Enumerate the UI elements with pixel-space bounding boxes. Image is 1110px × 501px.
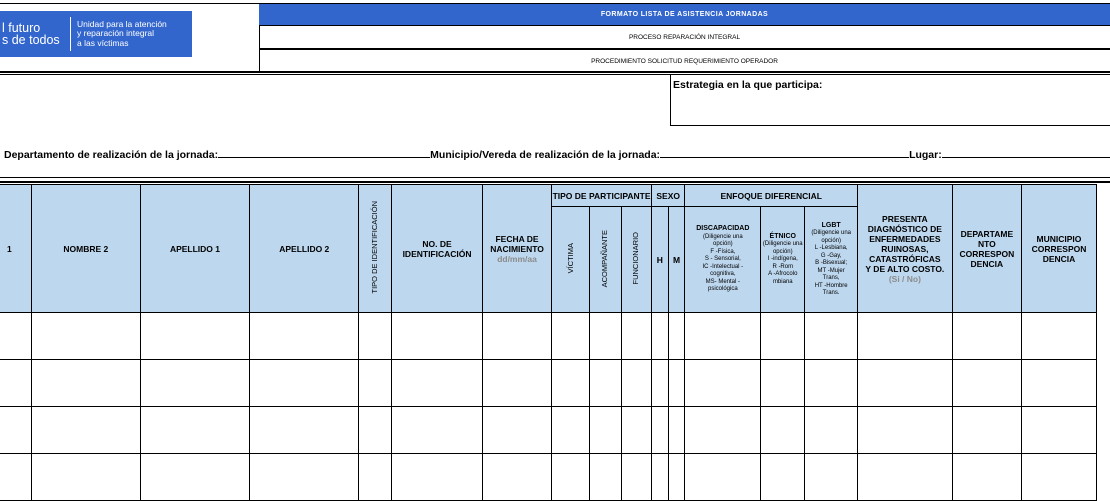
- table-cell[interactable]: [250, 313, 359, 360]
- lgbt-line: L -Lesbiana,: [814, 245, 848, 251]
- table-cell[interactable]: [359, 454, 392, 501]
- table-cell[interactable]: [140, 360, 249, 407]
- lgbt-line: Trans,: [822, 275, 840, 281]
- table-cell[interactable]: [805, 454, 858, 501]
- col-header-funcionario: [621, 207, 651, 313]
- table-cell[interactable]: [552, 360, 590, 407]
- discapacidad-line: IC -Intelectual -: [702, 263, 744, 270]
- attendance-table: [0, 184, 1097, 501]
- table-cell[interactable]: [482, 360, 551, 407]
- table-cell[interactable]: [140, 407, 249, 454]
- table-cell[interactable]: [668, 360, 685, 407]
- depto-line: DENCIA: [970, 258, 1004, 269]
- fecha-text: FECHA DE NACIMIENTO: [490, 233, 544, 254]
- table-cell[interactable]: [590, 454, 621, 501]
- table-cell[interactable]: [482, 313, 551, 360]
- etnico-line: I -indígena,: [767, 256, 798, 263]
- institution-logo: [0, 11, 192, 57]
- presenta-line: RUINOSAS,: [881, 243, 929, 254]
- table-cell[interactable]: [31, 454, 140, 501]
- col-header-municipio: [1021, 185, 1096, 313]
- table-cell[interactable]: [552, 313, 590, 360]
- logo-separator: [70, 17, 71, 51]
- table-cell[interactable]: [359, 360, 392, 407]
- table-cell[interactable]: [0, 313, 31, 360]
- table-cell[interactable]: [668, 313, 685, 360]
- col-header-no-id: NO. DE IDENTIFICACIÓN: [392, 185, 483, 313]
- table-cell[interactable]: [482, 454, 551, 501]
- col-header-discapacidad: [685, 207, 761, 313]
- etnico-line: opción): [772, 248, 793, 255]
- table-cell[interactable]: [31, 360, 140, 407]
- place-field[interactable]: [942, 147, 1110, 158]
- department-field[interactable]: [218, 147, 430, 158]
- table-cell[interactable]: [621, 407, 651, 454]
- etnico-line: R -Rom: [772, 263, 794, 270]
- discapacidad-line: opción): [712, 241, 733, 248]
- table-cell[interactable]: [1021, 313, 1096, 360]
- col-header-sexo: SEXO: [651, 185, 684, 207]
- table-cell[interactable]: [805, 407, 858, 454]
- discapacidad-line: MS- Mental -: [705, 278, 740, 285]
- table-cell[interactable]: [0, 407, 31, 454]
- lgbt-line: (Diligencie una: [811, 230, 852, 236]
- table-cell[interactable]: [952, 313, 1021, 360]
- muni-line: DENCIA: [1042, 253, 1076, 264]
- strategy-bottom-border: [670, 125, 1110, 126]
- table-cell[interactable]: [31, 407, 140, 454]
- logo-slogan-line1: l futuro: [2, 21, 41, 35]
- discapacidad-line: (Diligencie una: [702, 233, 743, 240]
- table-cell[interactable]: [250, 407, 359, 454]
- form-title: FORMATO LISTA DE ASISTENCIA JORNADAS: [259, 4, 1110, 25]
- table-cell[interactable]: [140, 454, 249, 501]
- col-header-apellido1: APELLIDO 1: [140, 185, 249, 313]
- table-cell[interactable]: [858, 313, 953, 360]
- table-cell[interactable]: [952, 454, 1021, 501]
- discapacidad-line: S - Sensorial,: [704, 256, 741, 263]
- table-cell[interactable]: [392, 313, 483, 360]
- table-cell[interactable]: [952, 360, 1021, 407]
- table-cell[interactable]: [761, 407, 805, 454]
- col-header-apellido2: APELLIDO 2: [250, 185, 359, 313]
- table-cell[interactable]: [590, 407, 621, 454]
- table-cell[interactable]: [552, 454, 590, 501]
- col-header-sexo-h: H: [651, 207, 668, 313]
- col-header-1: 1: [0, 185, 31, 313]
- table-cell[interactable]: [858, 360, 953, 407]
- table-cell[interactable]: [621, 313, 651, 360]
- lgbt-line: opción): [821, 237, 842, 244]
- table-cell[interactable]: [761, 313, 805, 360]
- etnico-line: (Diligencie una: [762, 241, 803, 248]
- department-label-text: Departamento de realización de la jornada:: [4, 149, 219, 161]
- col-header-presenta: [858, 185, 953, 313]
- table-cell[interactable]: [0, 360, 31, 407]
- table-cell[interactable]: [761, 454, 805, 501]
- acompanante-text: ACOMPAÑANTE: [600, 229, 610, 288]
- table-cell[interactable]: [1021, 454, 1096, 501]
- col-header-enfoque: ENFOQUE DIFERENCIAL: [685, 185, 858, 207]
- attendance-rows: [0, 313, 1097, 501]
- strategy-top-border: [0, 74, 1110, 75]
- table-cell[interactable]: [805, 313, 858, 360]
- table-cell[interactable]: [651, 313, 668, 360]
- table-cell[interactable]: [651, 360, 668, 407]
- header-bottom-border: [0, 71, 1110, 73]
- place-label: Lugar:: [909, 149, 942, 161]
- discapacidad-line: psicológica: [707, 286, 738, 293]
- table-cell[interactable]: [651, 407, 668, 454]
- municipality-label: Municipio/Vereda de realización de la jornada:: [430, 149, 661, 161]
- table-cell[interactable]: [952, 407, 1021, 454]
- discapacidad-line: F -Física,: [710, 248, 736, 255]
- procedure-name: PROCEDIMIENTO SOLICITUD REQUERIMIENTO OPERADOR: [591, 57, 778, 65]
- presenta-line: DIAGNÓSTICO DE: [867, 223, 942, 234]
- logo-slogan-line2: s de todos: [2, 33, 60, 47]
- table-cell[interactable]: [668, 407, 685, 454]
- etnico-line: mbiana: [772, 278, 793, 285]
- discapacidad-title: DISCAPACIDAD: [696, 225, 750, 233]
- table-cell[interactable]: [590, 313, 621, 360]
- tipo-id-text: TIPO DE IDENTIFICACIÓN: [370, 201, 380, 294]
- strategy-divider: [670, 74, 671, 126]
- col-header-victima: [552, 207, 590, 313]
- table-cell[interactable]: [685, 407, 761, 454]
- col-header-nombre2: NOMBRE 2: [31, 185, 140, 313]
- col-header-acompanante: [590, 207, 621, 313]
- logo-unit-line3: a las víctimas: [77, 37, 129, 48]
- victima-text: VÍCTIMA: [565, 243, 575, 274]
- muni-line: CORRESPON: [1031, 243, 1087, 254]
- table-cell[interactable]: [482, 407, 551, 454]
- col-header-tipo-id: [359, 185, 392, 313]
- table-cell[interactable]: [685, 360, 761, 407]
- table-cell[interactable]: [359, 407, 392, 454]
- table-cell[interactable]: [621, 360, 651, 407]
- table-row: [0, 407, 1097, 454]
- table-cell[interactable]: [805, 360, 858, 407]
- depto-line: DEPARTAME: [960, 228, 1014, 239]
- table-cell[interactable]: [0, 454, 31, 501]
- col-header-fecha: [482, 185, 551, 313]
- logo-slogan: [0, 22, 70, 46]
- table-cell[interactable]: [621, 454, 651, 501]
- table-row: [0, 360, 1097, 407]
- etnico-title: ÉTNICO: [769, 232, 796, 240]
- table-cell[interactable]: [392, 454, 483, 501]
- table-top-rule-thick: [0, 181, 1110, 183]
- table-row: [0, 313, 1097, 360]
- table-cell[interactable]: [392, 360, 483, 407]
- discapacidad-line: cognitiva,: [710, 271, 736, 278]
- logo-unit-line2: y reparación integral: [77, 28, 155, 39]
- logo-unit-name: [77, 20, 167, 49]
- table-cell[interactable]: [31, 313, 140, 360]
- lgbt-line: MT -Mujer: [817, 267, 845, 274]
- table-cell[interactable]: [685, 454, 761, 501]
- funcionario-text: FUNCIONARIO: [631, 232, 641, 285]
- table-cell[interactable]: [140, 313, 249, 360]
- col-header-etnico: [761, 207, 805, 313]
- table-top-rule: [0, 177, 1110, 178]
- department-label: [4, 147, 1110, 161]
- table-cell[interactable]: [858, 454, 953, 501]
- table-cell[interactable]: [392, 407, 483, 454]
- municipality-field[interactable]: [660, 147, 909, 158]
- table-cell[interactable]: [1021, 407, 1096, 454]
- presenta-line: CATASTRÓFICAS: [869, 253, 941, 264]
- lgbt-line: Trans.: [822, 290, 840, 296]
- muni-line: MUNICIPIO: [1036, 233, 1082, 244]
- table-cell[interactable]: [359, 313, 392, 360]
- table-cell[interactable]: [651, 454, 668, 501]
- table-cell[interactable]: [668, 454, 685, 501]
- table-cell[interactable]: [590, 360, 621, 407]
- etnico-line: A -Afrocolo: [768, 271, 798, 278]
- presenta-line: PRESENTA: [882, 213, 928, 224]
- table-cell[interactable]: [250, 454, 359, 501]
- table-cell[interactable]: [685, 313, 761, 360]
- lgbt-title: LGBT: [821, 221, 841, 229]
- presenta-line: Y DE ALTO COSTO.: [865, 263, 945, 274]
- table-cell[interactable]: [250, 360, 359, 407]
- col-header-departamento: [952, 185, 1021, 313]
- table-cell[interactable]: [552, 407, 590, 454]
- lgbt-line: HT -Hombre: [814, 282, 848, 289]
- strategy-label: Estrategia en la que participa:: [673, 79, 823, 91]
- table-cell[interactable]: [1021, 360, 1096, 407]
- depto-line: NTO: [977, 238, 996, 249]
- presenta-line: ENFERMEDADES: [869, 233, 941, 244]
- lgbt-line: G -Gay,: [820, 252, 842, 259]
- lgbt-line: B -Bisexual;: [815, 260, 848, 266]
- col-header-tipo-participante: TIPO DE PARTICIPANTE: [552, 185, 652, 207]
- table-cell[interactable]: [858, 407, 953, 454]
- fecha-format: dd/mm/aa: [497, 253, 537, 264]
- logo-unit-line1: Unidad para la atención: [77, 18, 167, 29]
- table-cell[interactable]: [761, 360, 805, 407]
- presenta-option: (Si / No): [888, 273, 921, 284]
- col-header-lgbt: [805, 207, 858, 313]
- col-header-sexo-m: M: [668, 207, 685, 313]
- process-name: PROCESO REPARACIÓN INTEGRAL: [628, 33, 741, 41]
- table-row: [0, 454, 1097, 501]
- depto-line: CORRESPON: [959, 248, 1015, 259]
